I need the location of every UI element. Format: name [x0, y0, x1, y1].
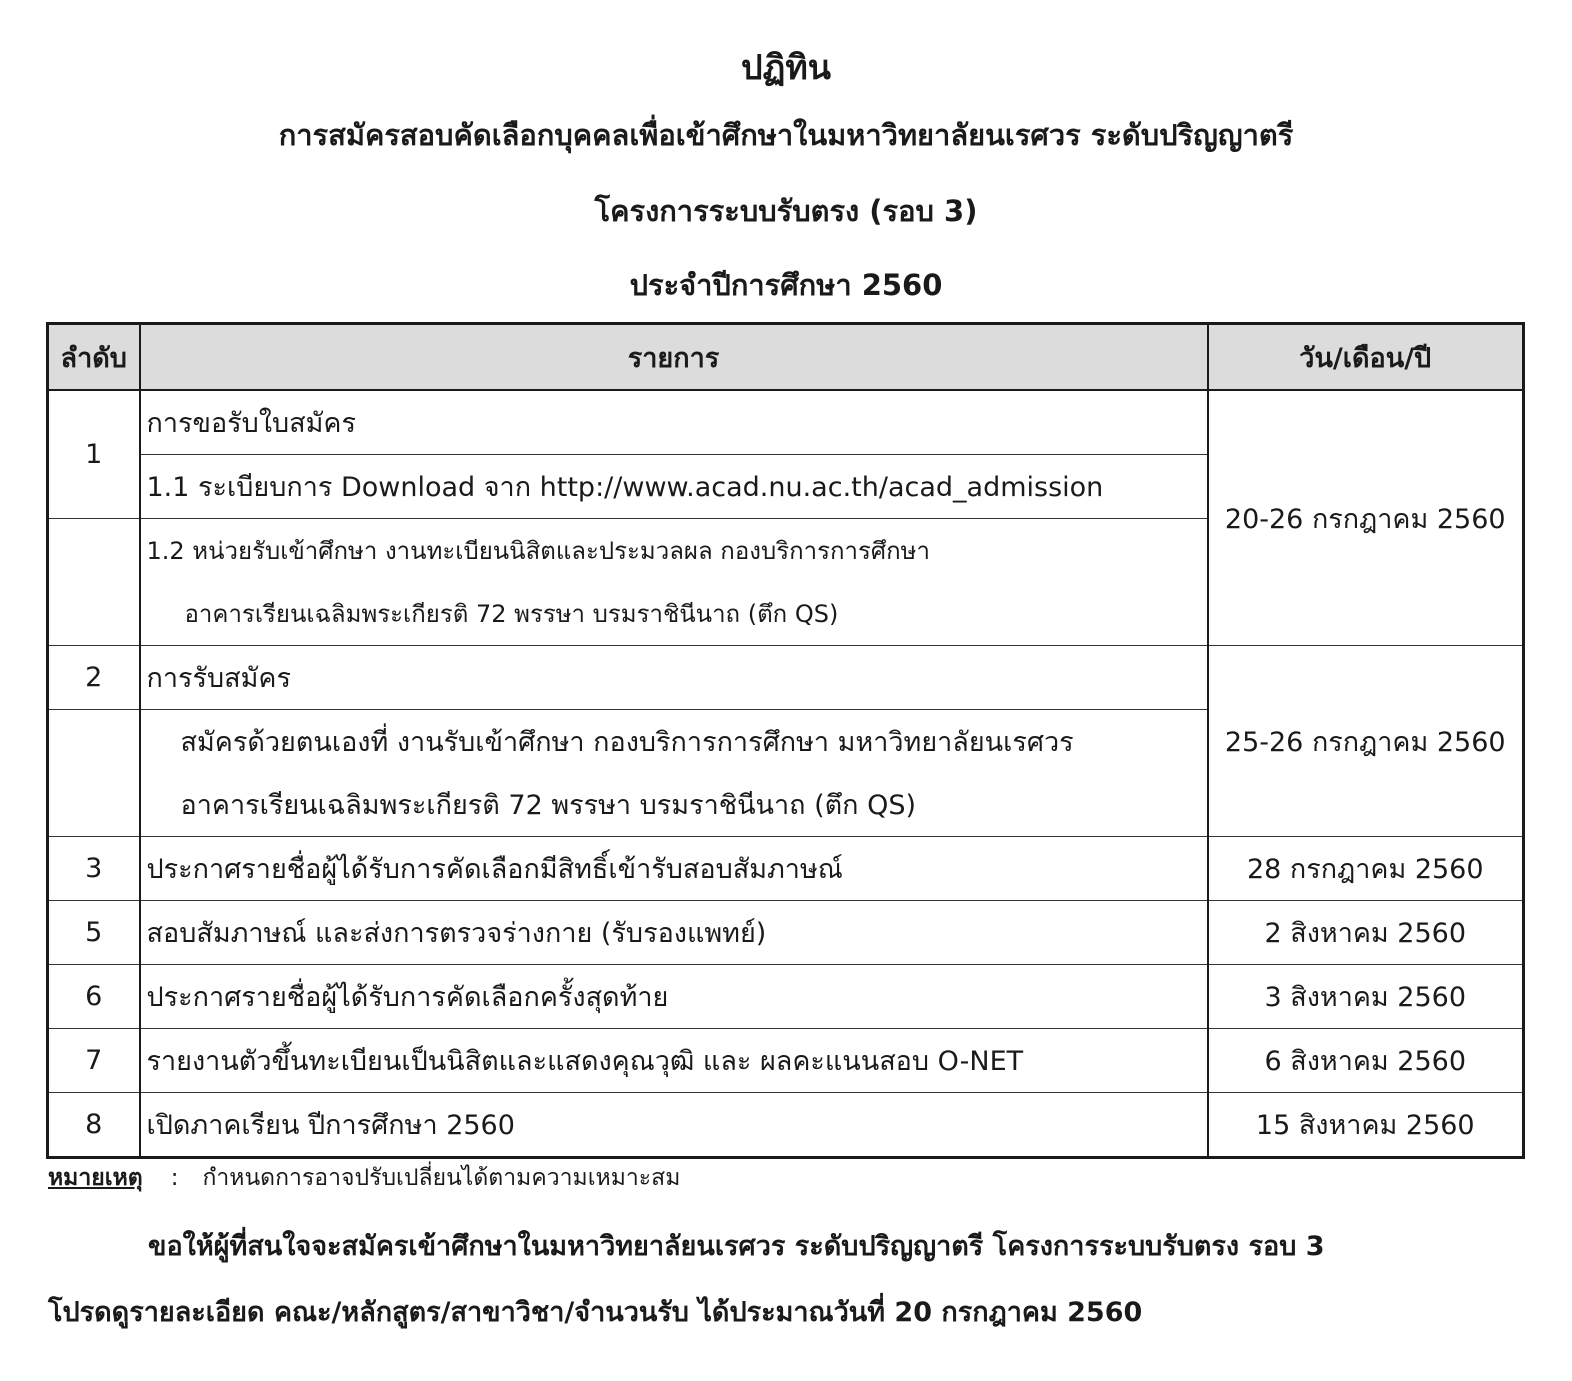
row-subitem: 1.1 ระเบียบการ Download จาก http://www.acad.nu.ac.th/acad_admission [140, 455, 1208, 519]
page-subtitle: การสมัครสอบคัดเลือกบุคคลเพื่อเข้าศึกษาในมหาวิทยาลัยนเรศวร ระดับปริญญาตรี [278, 118, 1294, 152]
row-item: รายงานตัวขึ้นทะเบียนเป็นนิสิตและแสดงคุณวุฒิ และ ผลคะแนนสอบ O-NET [140, 1029, 1208, 1093]
project-title: โครงการระบบรับตรง (รอบ 3) [594, 194, 978, 228]
row-number: 6 [48, 965, 140, 1029]
table-row [48, 965, 1524, 1029]
row-item: ประกาศรายชื่อผู้ได้รับการคัดเลือกครั้งสุดท้าย [140, 965, 1208, 1029]
row-number: 8 [48, 1093, 140, 1158]
header-no: ลำดับ [48, 324, 140, 391]
header-date: วัน/เดือน/ปี [1208, 324, 1524, 391]
row-item: เปิดภาคเรียน ปีการศึกษา 2560 [140, 1093, 1208, 1158]
row-number: 2 [48, 646, 140, 710]
page-title: ปฏิทิน [740, 48, 832, 88]
row-subitem: 1.2 หน่วยรับเข้าศึกษา งานทะเบียนนิสิตและประมวลผล กองบริการการศึกษา [140, 519, 1208, 583]
row-subitem-cont: อาคารเรียนเฉลิมพระเกียรติ 72 พรรษา บรมราชินีนาถ (ตึก QS) [140, 773, 1208, 837]
row-date: 6 สิงหาคม 2560 [1208, 1029, 1524, 1093]
table-row [48, 390, 1524, 455]
note [48, 1160, 680, 1196]
row-date: 3 สิงหาคม 2560 [1208, 965, 1524, 1029]
note-separator: : [170, 1165, 179, 1191]
row-item: การรับสมัคร [140, 646, 1208, 710]
academic-year: ประจำปีการศึกษา 2560 [629, 268, 943, 302]
table-row [48, 901, 1524, 965]
row-subitem-cont: อาคารเรียนเฉลิมพระเกียรติ 72 พรรษา บรมราชินีนาถ (ตึก QS) [140, 582, 1208, 646]
note-label: หมายเหตุ [48, 1165, 143, 1191]
row-date: 2 สิงหาคม 2560 [1208, 901, 1524, 965]
row-number-empty [48, 710, 140, 837]
row-item: การขอรับใบสมัคร [140, 390, 1208, 455]
table-row [48, 646, 1524, 710]
row-item: ประกาศรายชื่อผู้ได้รับการคัดเลือกมีสิทธิ์เข้ารับสอบสัมภาษณ์ [140, 837, 1208, 901]
row-item: สอบสัมภาษณ์ และส่งการตรวจร่างกาย (รับรองแพทย์) [140, 901, 1208, 965]
row-number: 3 [48, 837, 140, 901]
row-date: 28 กรกฎาคม 2560 [1208, 837, 1524, 901]
footer-line-1: ขอให้ผู้ที่สนใจจะสมัครเข้าศึกษาในมหาวิทยาลัยนเรศวร ระดับปริญญาตรี โครงการระบบรับตรง รอบ 3 [148, 1231, 1325, 1262]
row-date: 25-26 กรกฎาคม 2560 [1208, 646, 1524, 837]
row-number: 7 [48, 1029, 140, 1093]
header-item: รายการ [140, 324, 1208, 391]
table-row [48, 1093, 1524, 1158]
table-header-row [48, 324, 1524, 391]
row-number: 5 [48, 901, 140, 965]
row-number-empty [48, 519, 140, 646]
schedule-table [46, 322, 1525, 1159]
note-text: กำหนดการอาจปรับเปลี่ยนได้ตามความเหมาะสม [202, 1165, 681, 1191]
table-row [48, 1029, 1524, 1093]
row-date: 20-26 กรกฎาคม 2560 [1208, 390, 1524, 646]
footer-line-2: โปรดดูรายละเอียด คณะ/หลักสูตร/สาขาวิชา/จำนวนรับ ได้ประมาณวันที่ 20 กรกฎาคม 2560 [48, 1297, 1143, 1328]
row-number: 1 [48, 390, 140, 519]
row-subitem: สมัครด้วยตนเองที่ งานรับเข้าศึกษา กองบริการการศึกษา มหาวิทยาลัยนเรศวร [140, 710, 1208, 774]
table-row [48, 837, 1524, 901]
row-date: 15 สิงหาคม 2560 [1208, 1093, 1524, 1158]
